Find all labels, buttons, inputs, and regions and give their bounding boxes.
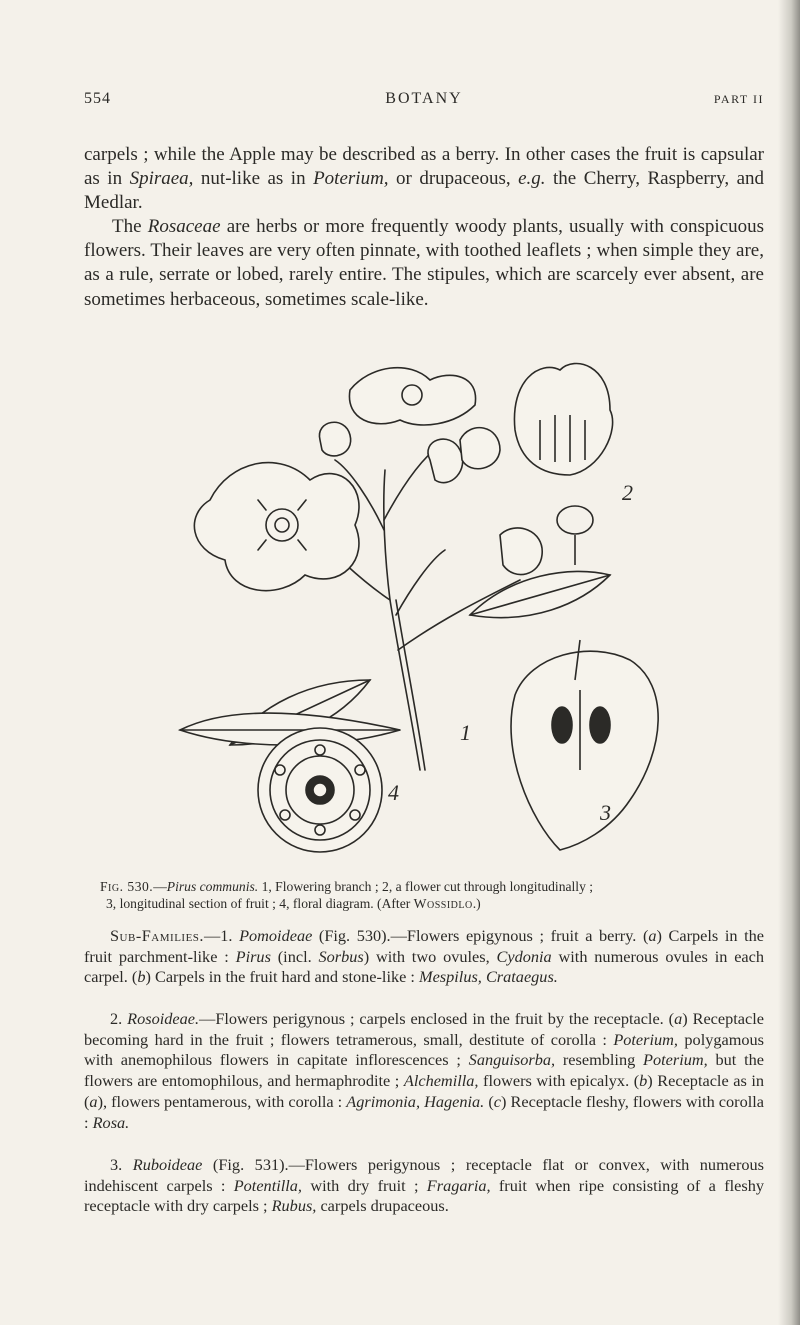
intro-paragraph [84, 143, 764, 216]
taxon-name: Rosa. [92, 1112, 130, 1132]
text-run: (Fig. 530).—Flowers epigynous ; fruit a berry. ( [312, 926, 649, 945]
figure-label-1: 1 [460, 720, 471, 745]
text-run: flowers with epicalyx. ( [478, 1071, 640, 1091]
taxon-name: Potentilla, [233, 1175, 302, 1195]
text-run: are herbs or more frequently woody plants, usually with conspicuous flowers. Their leaves are very often pinnate, with toothed leaflets ; when simple they are, as a rule, serrate or lobed, rarely entire. The stipules, which are scarcely ever absent, are sometimes herbaceous, sometimes scale-like. [84, 216, 764, 310]
text-run: 3, longitudinal section of fruit ; 4, floral diagram. (After [106, 896, 414, 911]
item-letter: a [89, 1091, 98, 1111]
text-run: ( [484, 1091, 494, 1111]
text-run: 2. [110, 1009, 128, 1028]
text-run: with numerous ovules in each carpel. ( [84, 946, 765, 987]
running-header [84, 90, 764, 114]
text-run: ) Receptacle fleshy, flowers with corolla : [84, 1091, 765, 1132]
text-run: —Flowers perigynous ; carpels enclosed in the fruit by the receptacle. ( [199, 1009, 675, 1028]
text-run: resembling [555, 1050, 644, 1070]
item-letter: c [493, 1091, 501, 1111]
page-edge-shadow [778, 0, 800, 1325]
text-run: 1, Flowering branch ; 2, a flower cut through longitudinally ; [258, 879, 594, 894]
text-run: but the flowers are entomophilous, and hermaphrodite ; [84, 1050, 765, 1091]
taxon-name: Poterium, [643, 1050, 708, 1070]
floral-diagram [258, 728, 382, 852]
text-run: or drupaceous, [388, 168, 519, 190]
text-run: ) Carpels in the fruit hard and stone-like : [145, 967, 420, 987]
subfamily-rosoideae [84, 1009, 764, 1133]
text-run: polygamous with anemophilous flowers in capitate inflorescences ; [84, 1029, 765, 1070]
taxon-name: Alchemilla, [403, 1071, 479, 1091]
caption-line-2 [100, 895, 760, 912]
taxon-name: Cydonia [496, 946, 552, 966]
subfamily-ruboideae [84, 1155, 764, 1217]
taxon-name: Sanguisorba, [468, 1050, 556, 1070]
text-run: .) [472, 896, 481, 911]
text-run: (incl. [270, 946, 319, 966]
item-letter: a [648, 926, 657, 945]
taxon-name: Agrimonia, Hagenia. [346, 1091, 485, 1111]
text-run: The [112, 216, 148, 237]
subfamily-pomoideae [84, 926, 764, 988]
part-label: PART II [713, 92, 764, 106]
figure-caption: Fig. 530.—Pirus communis. 1, Flowering branch ; 2, a flower cut through longitudinally ; 3, longitudinal section of fruit ; 4, floral diagram. (After Wossidlo.) [100, 878, 760, 912]
text-run: the Cherry, Raspberry, and Medlar. [84, 168, 765, 214]
item-letter: a [674, 1009, 683, 1028]
taxon-name: Rubus, [271, 1196, 317, 1216]
taxon-name: Poterium, [613, 1029, 678, 1049]
page-number: 554 [84, 90, 111, 107]
item-letter: b [639, 1071, 648, 1091]
taxon-name: Fragaria, [426, 1175, 491, 1195]
taxon-name: Rosaceae [147, 216, 221, 237]
taxon-name: Poterium, [313, 168, 389, 190]
text-run: ) Carpels in the fruit parchment-like : [84, 926, 764, 966]
species-name: Pirus communis. [166, 879, 259, 894]
taxon-name: Rosoideae. [127, 1009, 200, 1028]
item-letter: b [137, 967, 146, 987]
taxon-name: Ruboideae [132, 1155, 203, 1174]
text-run: ) Receptacle as in ( [84, 1071, 765, 1111]
text-run: 3. [110, 1155, 133, 1174]
taxon-name: Sorbus [318, 946, 364, 966]
figure-label-4: 4 [388, 780, 399, 805]
text-run: carpels drupaceous. [316, 1196, 449, 1216]
taxon-name: Pomoideae [239, 926, 313, 945]
figure-label-2: 2 [622, 480, 633, 505]
figure-label-3: 3 [600, 800, 611, 825]
text-run: ), flowers pentamerous, with corolla : [97, 1091, 347, 1111]
taxon-name: Pirus [235, 946, 271, 966]
fruit-section [511, 640, 658, 850]
text-run: (Fig. 531).—Flowers perigynous ; receptacle flat or convex, with numerous indehiscent carpels : [84, 1155, 765, 1195]
pear-illustration [170, 350, 670, 870]
text-run: with dry fruit ; [302, 1175, 427, 1195]
text-run: ) Receptacle becoming hard in the fruit ; flowers tetramerous, small, destitute of corolla : [84, 1009, 765, 1049]
running-title: BOTANY [385, 90, 463, 107]
text-run: —1. [204, 926, 240, 945]
section-heading: Sub-Families. [110, 926, 204, 945]
text-run: carpels ; while the Apple may be described as a berry. In other cases the fruit is capsular as in [84, 144, 764, 190]
taxon-name: Mespilus, Crataegus. [419, 967, 558, 987]
figure-number: Fig. 530. [100, 879, 154, 894]
rosaceae-paragraph [84, 215, 764, 312]
taxon-name: Spiraea, [129, 168, 194, 190]
author-name: Wossidlo [413, 896, 473, 911]
abbreviation: e.g. [518, 168, 546, 190]
text-run: nut-like as in [193, 168, 314, 190]
figure-530 [170, 350, 670, 870]
text-run: fruit when ripe consisting of a fleshy receptacle with dry carpels ; [84, 1175, 764, 1216]
text-run: ) with two ovules, [363, 946, 497, 966]
